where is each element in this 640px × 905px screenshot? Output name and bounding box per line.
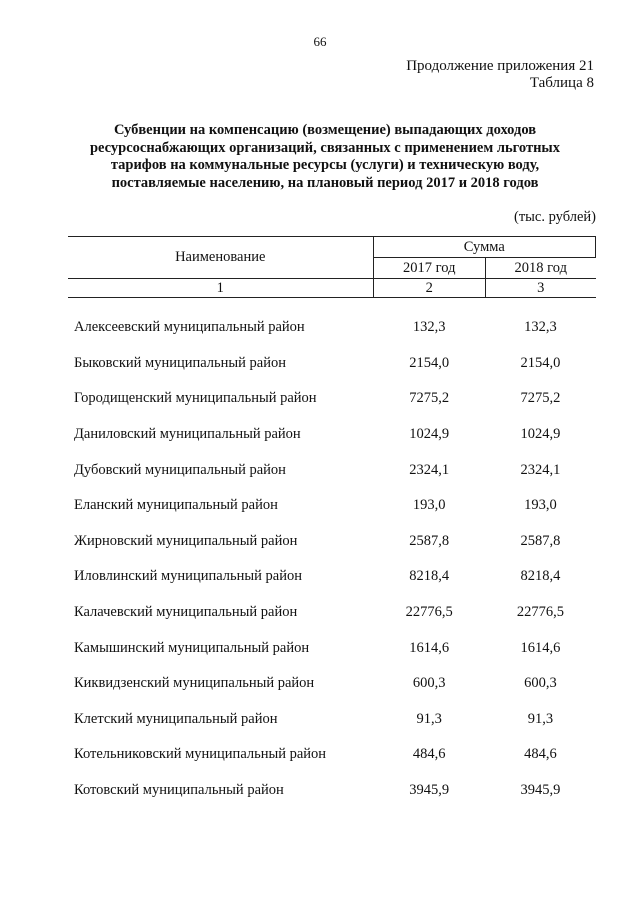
value-2017: 484,6 (412, 746, 446, 763)
table-row (68, 488, 596, 524)
page-number: 66 (313, 34, 327, 49)
value-2017: 3945,9 (409, 782, 450, 799)
value-2018: 3945,9 (520, 782, 561, 799)
value-2017: 132,3 (412, 319, 446, 336)
appendix-label: Продолжение приложения 21 (406, 58, 594, 74)
table-row (68, 524, 596, 560)
header-sum: Сумма (373, 237, 596, 258)
units-label: (тыс. рублей) (514, 209, 596, 225)
value-2017: 2324,1 (409, 461, 450, 478)
header-col-number: 3 (485, 279, 595, 298)
appendix-note (294, 58, 594, 92)
district-name: Быковский муниципальный район (74, 354, 286, 371)
value-2018: 7275,2 (520, 390, 561, 407)
value-2018: 2324,1 (520, 461, 561, 478)
value-2017: 1614,6 (409, 639, 450, 656)
table-row (68, 417, 596, 453)
value-2018: 600,3 (524, 675, 557, 692)
subsidy-table (68, 236, 596, 808)
value-2017: 8218,4 (409, 568, 450, 585)
header-col-number: 1 (68, 279, 373, 298)
district-name: Киквидзенский муниципальный район (74, 675, 315, 692)
table-row (68, 595, 596, 631)
district-name: Котельниковский муниципальный район (74, 746, 327, 763)
table-row (68, 702, 596, 738)
header-name: Наименование (68, 237, 373, 279)
value-2017: 7275,2 (409, 390, 450, 407)
value-2018: 22776,5 (516, 604, 565, 621)
value-2017: 91,3 (416, 710, 442, 727)
value-2018: 193,0 (524, 497, 557, 514)
header-year-2018: 2018 год (485, 258, 595, 279)
district-name: Дубовский муниципальный район (74, 461, 286, 478)
value-2018: 1024,9 (520, 426, 561, 443)
value-2018: 2587,8 (520, 532, 561, 549)
value-2017: 600,3 (412, 675, 446, 692)
district-name: Камышинский муниципальный район (74, 639, 310, 656)
value-2017: 22776,5 (405, 604, 453, 621)
value-2017: 1024,9 (409, 426, 450, 443)
district-name: Клетский муниципальный район (74, 710, 278, 727)
value-2018: 2154,0 (520, 354, 561, 371)
table-label: Таблица 8 (529, 75, 594, 91)
district-name: Алексеевский муниципальный район (74, 319, 305, 336)
value-2018: 484,6 (524, 746, 557, 763)
title-line: Субвенции на компенсацию (возмещение) выпадающих доходов (113, 122, 537, 138)
table-row (68, 630, 596, 666)
district-name: Котовский муниципальный район (74, 782, 284, 799)
value-2017: 2154,0 (409, 354, 450, 371)
table-row (68, 666, 596, 702)
district-name: Еланский муниципальный район (74, 497, 278, 514)
title-line: поставляемые населению, на плановый период 2017 и 2018 годов (111, 174, 539, 191)
table-row (68, 381, 596, 417)
header-year-2017: 2017 год (373, 258, 485, 279)
value-2018: 91,3 (527, 710, 554, 727)
title-line: ресурсоснабжающих организаций, связанных с применением льготных (89, 139, 561, 156)
table-row (68, 737, 596, 773)
document-title (60, 122, 590, 192)
district-name: Городищенский муниципальный район (74, 390, 317, 407)
value-2018: 132,3 (524, 319, 557, 336)
table-row (68, 452, 596, 488)
district-name: Жирновский муниципальный район (74, 532, 298, 549)
table-row (68, 559, 596, 595)
table-row (68, 346, 596, 382)
title-line: тарифов на коммунальные ресурсы (услуги) и техническую воду, (110, 157, 540, 173)
district-name: Даниловский муниципальный район (74, 426, 301, 443)
value-2018: 8218,4 (520, 568, 561, 585)
value-2018: 1614,6 (520, 639, 561, 656)
value-2017: 193,0 (412, 497, 446, 514)
district-name: Иловлинский муниципальный район (74, 568, 302, 585)
table-row (68, 773, 596, 809)
table-row (68, 298, 596, 346)
header-col-number: 2 (373, 279, 485, 298)
value-2017: 2587,8 (409, 532, 450, 549)
district-name: Калачевский муниципальный район (74, 604, 298, 621)
